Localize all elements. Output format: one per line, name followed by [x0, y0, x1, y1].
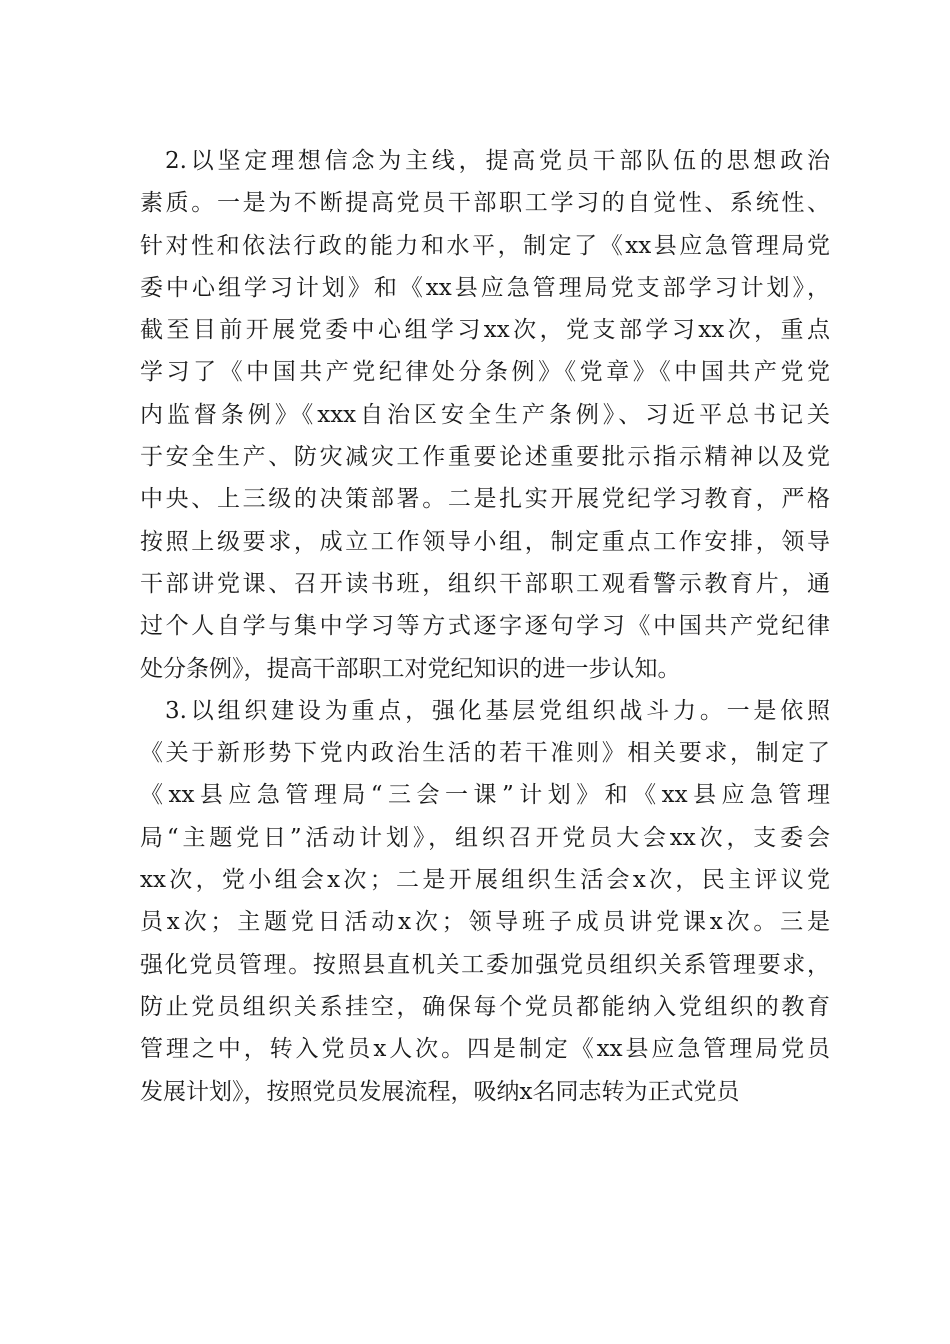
text-line: 截至目前开展党委中心组学习xx次，党支部学习xx次，重点: [140, 317, 830, 344]
text-line: 防止党员组织关系挂空，确保每个党员都能纳入党组织的教育: [140, 993, 830, 1020]
text-line: 2.以坚定理想信念为主线，提高党员干部队伍的思想政治: [165, 148, 830, 174]
text-line: 《xx县应急管理局“三会一课”计划》和《xx县应急管理: [140, 782, 830, 809]
text-line: 干部讲党课、召开读书班，组织干部职工观看警示教育片，通: [140, 570, 830, 597]
text-line: 3.以组织建设为重点，强化基层党组织战斗力。一是依照: [165, 697, 830, 724]
paragraph-2: [140, 140, 830, 690]
text-line: xx次，党小组会x次；二是开展组织生活会x次，民主评议党: [140, 867, 830, 894]
text-line: 学习了《中国共产党纪律处分条例》《党章》《中国共产党党: [140, 359, 830, 386]
text-line: 强化党员管理。按照县直机关工委加强党员组织关系管理要求，: [140, 951, 830, 978]
text-line: 发展计划》，按照党员发展流程，吸纳x名同志转为正式党员: [140, 1078, 740, 1105]
text-line: 于安全生产、防灾减灾工作重要论述重要批示指示精神以及党: [140, 444, 830, 471]
text-line: 《关于新形势下党内政治生活的若干准则》相关要求，制定了: [140, 740, 830, 767]
text-line: 员x次；主题党日活动x次；领导班子成员讲党课x次。三是: [140, 909, 830, 936]
text-line: 内监督条例》《xxx自治区安全生产条例》、习近平总书记关: [140, 401, 830, 428]
text-line: 按照上级要求，成立工作领导小组，制定重点工作安排，领导: [140, 528, 830, 555]
text-line: 素质。一是为不断提高党员干部职工学习的自觉性、系统性、: [140, 190, 830, 217]
text-line: 委中心组学习计划》和《xx县应急管理局党支部学习计划》，: [140, 274, 830, 301]
paragraph-3: [140, 690, 830, 1113]
text-line: 管理之中，转入党员x人次。四是制定《xx县应急管理局党员: [140, 1036, 830, 1063]
text-line: 处分条例》，提高干部职工对党纪知识的进一步认知。: [140, 655, 681, 682]
document-body: [140, 140, 830, 1113]
text-line: 针对性和依法行政的能力和水平，制定了《xx县应急管理局党: [140, 232, 830, 259]
text-line: 中央、上三级的决策部署。二是扎实开展党纪学习教育，严格: [140, 486, 830, 513]
text-line: 过个人自学与集中学习等方式逐字逐句学习《中国共产党纪律: [140, 613, 830, 640]
text-line: 局“主题党日”活动计划》，组织召开党员大会xx次，支委会: [140, 824, 830, 851]
